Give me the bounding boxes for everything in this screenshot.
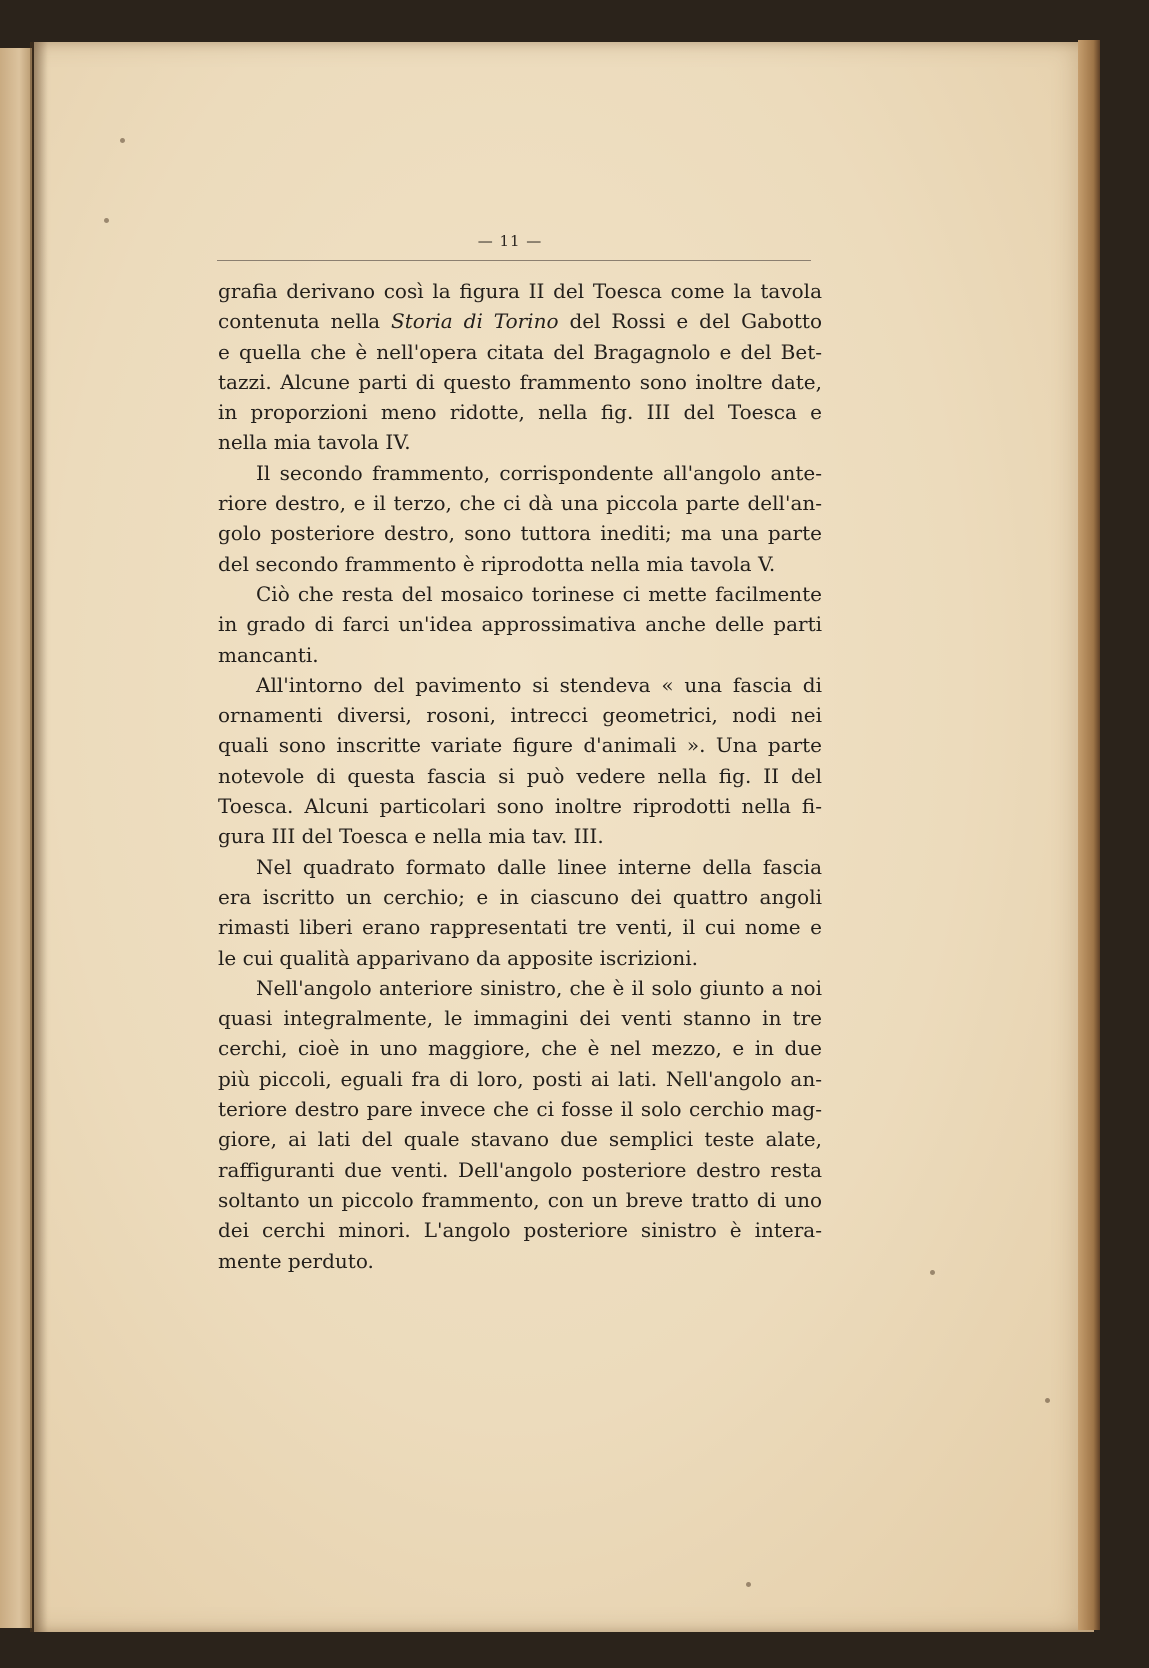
- paper-speck: [120, 138, 125, 143]
- text-line: più piccoli, eguali fra di loro, posti ai lati. Nell'angolo an-: [218, 1066, 822, 1091]
- text-line: Nell'angolo anteriore sinistro, che è il solo giunto a noi: [256, 975, 822, 1000]
- text-line: cerchi, cioè in uno maggiore, che è nel mezzo, e in due: [218, 1036, 822, 1061]
- text-line: ornamenti diversi, rosoni, intrecci geometrici, nodi nei: [218, 703, 822, 728]
- text-line: Nel quadrato formato dalle linee interne della fascia: [256, 854, 822, 879]
- text-segment: del Rossi e del Gabotto: [558, 309, 823, 334]
- spine-shadow: [30, 42, 48, 1632]
- paper-speck: [1045, 1398, 1050, 1403]
- text-line: mancanti.: [218, 642, 319, 667]
- text-line: soltanto un piccolo frammento, con un breve tratto di uno: [218, 1187, 822, 1212]
- page-number: — 11 —: [477, 232, 543, 250]
- text-line: Toesca. Alcuni particolari sono inoltre riprodotti nella fi-: [218, 794, 822, 819]
- text-line: Il secondo frammento, corrispondente all'angolo ante-: [256, 460, 822, 485]
- text-line: All'intorno del pavimento si stendeva « una fascia di: [256, 672, 822, 697]
- text-line: le cui qualità apparivano da apposite iscrizioni.: [218, 945, 699, 970]
- text-line: golo posteriore destro, sono tuttora inediti; ma una parte: [218, 521, 822, 546]
- body-text: [218, 276, 822, 1276]
- facing-page-edge: [0, 48, 32, 1628]
- text-line: tazzi. Alcune parti di questo frammento sono inoltre date,: [218, 369, 822, 394]
- text-line: in proporzioni meno ridotte, nella fig. III del Toesca e: [218, 400, 822, 425]
- text-line: gura III del Toesca e nella mia tav. III.: [218, 824, 604, 849]
- text-line: rimasti liberi erano rappresentati tre venti, il cui nome e: [218, 915, 822, 940]
- text-line: mente perduto.: [218, 1248, 374, 1273]
- text-line: [218, 306, 822, 336]
- text-line: e quella che è nell'opera citata del Bragagnolo e del Bet-: [218, 339, 822, 364]
- italic-title: Storia di Torino: [391, 309, 559, 334]
- text-line: Ciò che resta del mosaico torinese ci mette facilmente: [256, 581, 822, 606]
- paper-speck: [746, 1582, 751, 1587]
- header-rule: [217, 260, 811, 261]
- text-line: raffiguranti due venti. Dell'angolo posteriore destro resta: [218, 1157, 822, 1182]
- text-line: in grado di farci un'idea approssimativa anche delle parti: [218, 612, 822, 637]
- text-segment: contenuta nella: [218, 309, 392, 334]
- text-line: riore destro, e il terzo, che ci dà una piccola parte dell'an-: [218, 491, 822, 516]
- text-line: quasi integralmente, le immagini dei venti stanno in tre: [218, 1006, 822, 1031]
- text-line: teriore destro pare invece che ci fosse il solo cerchio mag-: [218, 1097, 822, 1122]
- paper-speck: [104, 218, 109, 223]
- text-line: era iscritto un cerchio; e in ciascuno dei quattro angoli: [218, 884, 822, 909]
- text-line: grafia derivano così la figura II del Toesca come la tavola: [218, 279, 822, 303]
- page-stack-edge: [1078, 40, 1100, 1630]
- text-line: nella mia tavola IV.: [218, 430, 411, 455]
- text-line: dei cerchi minori. L'angolo posteriore sinistro è intera-: [218, 1218, 822, 1243]
- paper-speck: [930, 1270, 935, 1275]
- text-line: del secondo frammento è riprodotta nella mia tavola V.: [218, 551, 776, 576]
- text-line: quali sono inscritte variate figure d'animali ». Una parte: [218, 733, 822, 758]
- text-line: giore, ai lati del quale stavano due semplici teste alate,: [218, 1127, 822, 1152]
- text-line: notevole di questa fascia si può vedere nella fig. II del: [218, 763, 822, 788]
